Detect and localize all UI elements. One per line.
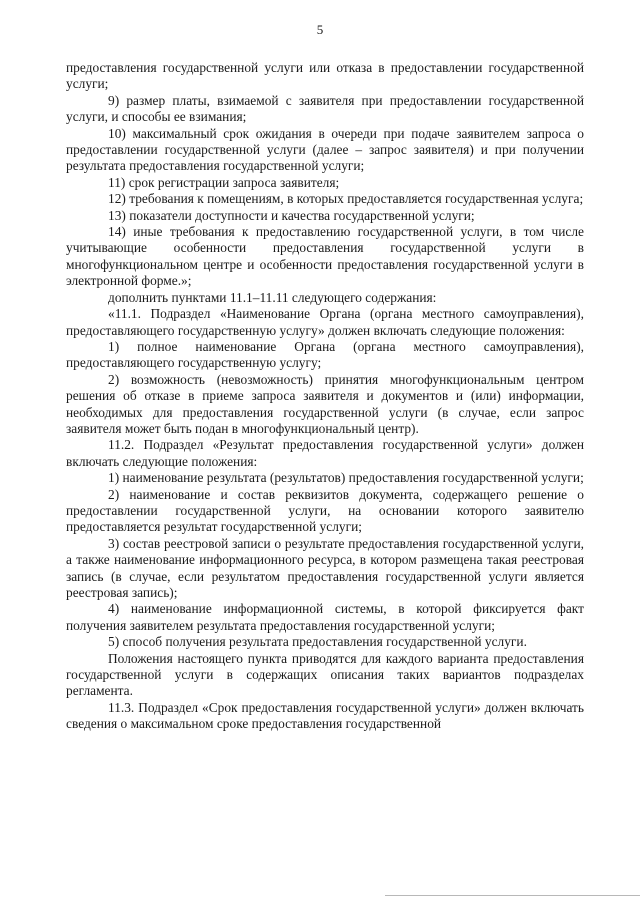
paragraph: Положения настоящего пункта приводятся для каждого варианта предоставления государственной услуги в содержащих описания таких вариантов подразделах регламента. — [66, 650, 584, 699]
paragraph: 4) наименование информационной системы, в которой фиксируется факт получения заявителем результата предоставления государственной услуги; — [66, 601, 584, 633]
paragraph: 9) размер платы, взимаемой с заявителя при предоставлении государственной услуги, и способы ее взимания; — [66, 92, 584, 125]
paragraph: 11.2. Подраздел «Результат предоставления государственной услуги» должен включать следующие положения: — [66, 437, 584, 469]
paragraph: 10) максимальный срок ожидания в очереди при подаче заявителем запроса о предоставлении государственной услуги (далее – запрос заявителя) и при получении результата предоставления государственной услуги; — [66, 125, 584, 174]
footer-rule — [385, 895, 640, 896]
paragraph: 2) наименование и состав реквизитов документа, содержащего решение о предоставлении государственной услуги, на основании которого заявителю предоставляется результат государственной услуги; — [66, 486, 584, 535]
paragraph: «11.1. Подраздел «Наименование Органа (органа местного самоуправления), предоставляющего государственную услугу» должен включать следующие положения: — [66, 306, 584, 338]
paragraph: 11) срок регистрации запроса заявителя; — [108, 174, 340, 190]
document-body — [66, 60, 584, 733]
page-number: 5 — [316, 22, 324, 37]
paragraph: 12) требования к помещениям, в которых предоставляется государственная услуга; — [108, 191, 584, 207]
paragraph: 11.3. Подраздел «Срок предоставления государственной услуги» должен включать сведения о максимальном сроке предоставления государственной — [66, 699, 584, 732]
paragraph: 5) способ получения результата предоставления государственной услуги. — [108, 634, 527, 650]
paragraph: дополнить пунктами 11.1–11.11 следующего содержания: — [108, 289, 437, 305]
paragraph: 1) наименование результата (результатов) предоставления государственной услуги; — [108, 470, 584, 486]
paragraph: 2) возможность (невозможность) принятия многофункциональным центром решения об отказе в приеме запроса заявителя и документов и (или) информации, необходимых для предоставления государственной услуги (в случае, если запрос заявителя может быть подан в многофункциональный центр). — [66, 371, 584, 436]
paragraph: предоставления государственной услуги или отказа в предоставлении государственной услуги; — [66, 60, 584, 92]
paragraph: 13) показатели доступности и качества государственной услуги; — [108, 207, 475, 223]
paragraph: 3) состав реестровой записи о результате предоставления государственной услуги, а также наименование информационного ресурса, в котором размещена такая реестровая запись (в случае, если результатом предоставления государственной услуги является реестровая запись); — [66, 535, 584, 600]
paragraph: 14) иные требования к предоставлению государственной услуги, в том числе учитывающие особенности предоставления государственной услуги в многофункциональном центре и особенности предоставления государственной услуги в электронной форме.»; — [66, 224, 584, 289]
paragraph: 1) полное наименование Органа (органа местного самоуправления), предоставляющего государственную услугу; — [66, 338, 584, 371]
